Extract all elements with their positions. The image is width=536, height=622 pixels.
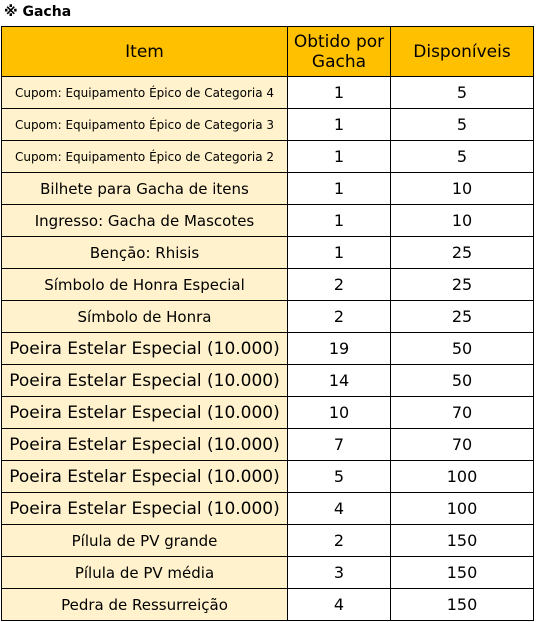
table-row [2, 109, 534, 141]
item-cell: Poeira Estelar Especial (10.000) [2, 461, 288, 493]
obtained-cell: 1 [288, 141, 391, 173]
available-cell: 70 [391, 397, 534, 429]
header-available: Disponíveis [391, 27, 534, 77]
table-row [2, 493, 534, 525]
table-row [2, 365, 534, 397]
obtained-cell: 19 [288, 333, 391, 365]
available-cell: 150 [391, 525, 534, 557]
table-row [2, 205, 534, 237]
obtained-cell: 14 [288, 365, 391, 397]
item-cell: Ingresso: Gacha de Mascotes [2, 205, 288, 237]
table-row [2, 397, 534, 429]
table-row [2, 301, 534, 333]
obtained-cell: 4 [288, 589, 391, 621]
item-cell: Bençāo: Rhisis [2, 237, 288, 269]
available-cell: 25 [391, 237, 534, 269]
table-row [2, 429, 534, 461]
table-row [2, 557, 534, 589]
item-cell: Cupom: Equipamento Épico de Categoria 2 [2, 141, 288, 173]
item-cell: Poeira Estelar Especial (10.000) [2, 397, 288, 429]
obtained-cell: 4 [288, 493, 391, 525]
obtained-cell: 1 [288, 109, 391, 141]
item-cell: Poeira Estelar Especial (10.000) [2, 493, 288, 525]
obtained-cell: 10 [288, 397, 391, 429]
available-cell: 150 [391, 589, 534, 621]
available-cell: 100 [391, 493, 534, 525]
available-cell: 70 [391, 429, 534, 461]
item-cell: Poeira Estelar Especial (10.000) [2, 429, 288, 461]
available-cell: 100 [391, 461, 534, 493]
item-cell: Pedra de Ressurreição [2, 589, 288, 621]
item-cell: Poeira Estelar Especial (10.000) [2, 333, 288, 365]
item-cell: Poeira Estelar Especial (10.000) [2, 365, 288, 397]
header-item: Item [2, 27, 288, 77]
table-row [2, 173, 534, 205]
obtained-cell: 7 [288, 429, 391, 461]
available-cell: 5 [391, 109, 534, 141]
section-title: ※ Gacha [4, 4, 72, 20]
item-cell: Cupom: Equipamento Épico de Categoria 3 [2, 109, 288, 141]
item-cell: Pílula de PV média [2, 557, 288, 589]
table-row [2, 269, 534, 301]
item-cell: Bilhete para Gacha de itens [2, 173, 288, 205]
available-cell: 10 [391, 173, 534, 205]
obtained-cell: 2 [288, 269, 391, 301]
obtained-cell: 1 [288, 205, 391, 237]
table-row [2, 141, 534, 173]
obtained-cell: 2 [288, 301, 391, 333]
table-row [2, 333, 534, 365]
available-cell: 25 [391, 269, 534, 301]
available-cell: 5 [391, 77, 534, 109]
obtained-cell: 3 [288, 557, 391, 589]
obtained-cell: 1 [288, 173, 391, 205]
available-cell: 150 [391, 557, 534, 589]
table-row [2, 237, 534, 269]
obtained-cell: 1 [288, 77, 391, 109]
obtained-cell: 1 [288, 237, 391, 269]
available-cell: 50 [391, 333, 534, 365]
table-row [2, 461, 534, 493]
available-cell: 5 [391, 141, 534, 173]
table-row [2, 77, 534, 109]
item-cell: Símbolo de Honra [2, 301, 288, 333]
table-row [2, 589, 534, 621]
available-cell: 25 [391, 301, 534, 333]
obtained-cell: 5 [288, 461, 391, 493]
available-cell: 50 [391, 365, 534, 397]
header-obtained [288, 27, 391, 77]
item-cell: Símbolo de Honra Especial [2, 269, 288, 301]
header-obtained-line1: Obtido por [293, 31, 385, 52]
table-row [2, 525, 534, 557]
header-obtained-line2: Gacha [311, 51, 367, 72]
item-cell: Pílula de PV grande [2, 525, 288, 557]
item-cell: Cupom: Equipamento Épico de Categoria 4 [2, 77, 288, 109]
table-header-row [2, 27, 534, 77]
obtained-cell: 2 [288, 525, 391, 557]
gacha-table [1, 26, 534, 621]
available-cell: 10 [391, 205, 534, 237]
